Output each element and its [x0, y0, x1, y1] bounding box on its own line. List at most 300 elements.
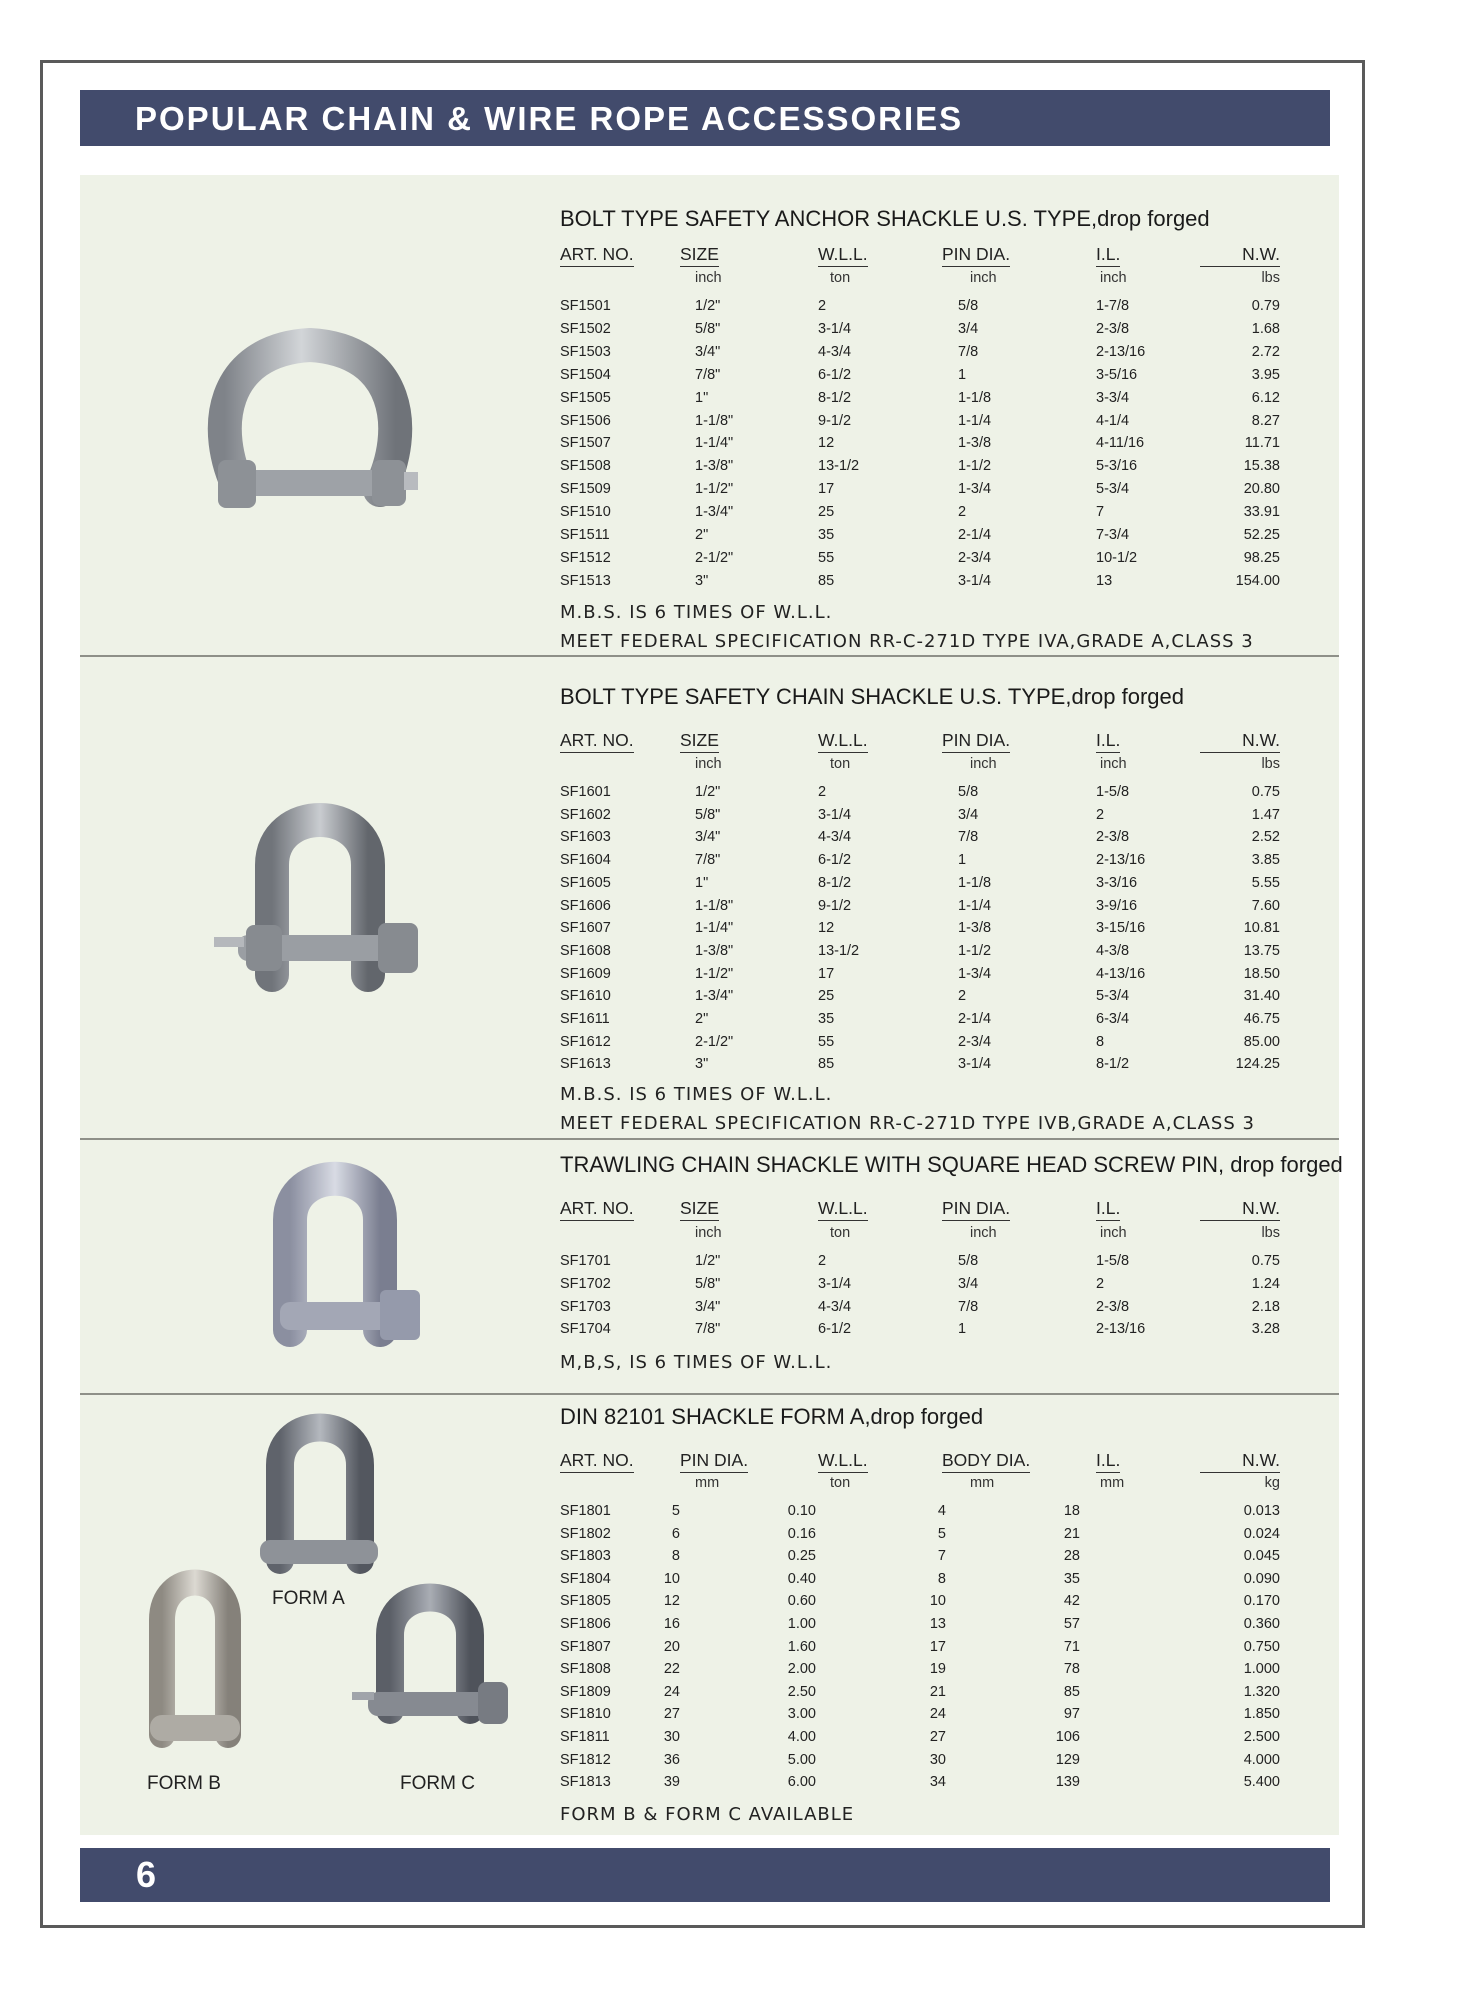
table-cell: 28	[1063, 1548, 1080, 1565]
table-cell: 12	[663, 1593, 680, 1610]
table-cell: 1.000	[1243, 1661, 1280, 1678]
table-cell: 12	[818, 435, 835, 452]
unit-label: inch	[695, 270, 722, 286]
table-cell: 1-1/8	[958, 389, 992, 406]
unit-label: ton	[830, 1225, 851, 1241]
table-cell: 3"	[695, 1056, 709, 1073]
table-cell: 5-3/4	[1096, 988, 1130, 1005]
table-cell: 1-1/8	[958, 874, 992, 891]
section-title: TRAWLING CHAIN SHACKLE WITH SQUARE HEAD SCREW PIN, drop forged	[560, 1152, 1343, 1177]
section-divider-2	[80, 1138, 1339, 1140]
unit-label: kg	[1264, 1475, 1280, 1491]
table-cell: 3-3/16	[1096, 874, 1138, 891]
unit-label: lbs	[1261, 270, 1280, 286]
table-cell: 7/8	[958, 829, 979, 846]
column-header: I.L.	[1096, 244, 1120, 267]
table-cell: SF1508	[560, 458, 611, 475]
table-cell: 0.024	[1243, 1525, 1280, 1542]
table-cell: 21	[1063, 1525, 1080, 1542]
table-cell: 85.00	[1243, 1033, 1280, 1050]
column-header: SIZE	[680, 244, 719, 267]
table-cell: 1-5/8	[1096, 1253, 1130, 1269]
table-cell: 25	[818, 504, 835, 521]
table-cell: 4-3/4	[818, 1298, 852, 1315]
table-cell: 9-1/2	[818, 412, 852, 429]
table-cell: 0.170	[1243, 1593, 1280, 1610]
table-cell: SF1703	[560, 1298, 611, 1315]
column-header: N.W.	[1200, 1450, 1280, 1473]
table-cell: 22	[663, 1661, 680, 1678]
column-header: PIN DIA.	[680, 1450, 748, 1473]
table-cell: 19	[929, 1661, 946, 1678]
table-cell: 0.10	[787, 1503, 816, 1519]
table-cell: SF1803	[560, 1548, 611, 1565]
unit-label: inch	[1100, 270, 1127, 286]
unit-label: inch	[970, 270, 997, 286]
table-cell: 7/8"	[695, 1321, 721, 1338]
table-cell: 30	[929, 1751, 946, 1768]
table-cell: SF1512	[560, 549, 611, 566]
table-cell: 1/2"	[695, 1253, 721, 1269]
table-cell: 24	[929, 1706, 946, 1723]
table-cell: 0.090	[1243, 1570, 1280, 1587]
table-cell: 6-1/2	[818, 366, 852, 383]
table-cell: 35	[818, 1011, 835, 1027]
table-cell: 5.55	[1251, 874, 1280, 891]
table-cell: 10-1/2	[1096, 549, 1138, 566]
table-cell: 2-1/4	[958, 527, 992, 543]
table-cell: 3/4"	[695, 829, 721, 846]
table-cell: 85	[818, 572, 835, 589]
column-header: I.L.	[1096, 1198, 1120, 1221]
column-header: SIZE	[680, 730, 719, 753]
table-cell: SF1604	[560, 852, 611, 869]
table-cell: 13-1/2	[818, 458, 860, 475]
table-cell: 2-1/4	[958, 1011, 992, 1027]
table-cell: 10	[929, 1593, 946, 1610]
table-cell: SF1510	[560, 504, 611, 521]
table-cell: SF1609	[560, 965, 611, 982]
table-cell: 2.72	[1251, 343, 1280, 360]
table-cell: 1-1/4"	[695, 920, 734, 937]
table-cell: 2-13/16	[1096, 1321, 1146, 1338]
unit-label: inch	[1100, 756, 1127, 772]
table-cell: 6-3/4	[1096, 1011, 1130, 1027]
table-cell: 6-1/2	[818, 1321, 852, 1338]
table-cell: 7/8	[958, 1298, 979, 1315]
table-cell: SF1811	[560, 1729, 610, 1745]
table-cell: 5-3/4	[1096, 481, 1130, 498]
table-cell: 2	[818, 1253, 827, 1269]
unit-label: inch	[695, 1225, 722, 1241]
table-cell: 3.85	[1251, 852, 1280, 869]
table-cell: 139	[1055, 1774, 1080, 1791]
table-cell: SF1611	[560, 1011, 610, 1027]
section-title: BOLT TYPE SAFETY CHAIN SHACKLE U.S. TYPE,drop forged	[560, 684, 1184, 709]
table-cell: 18	[1063, 1503, 1080, 1519]
table-cell: 8	[671, 1548, 680, 1565]
table-cell: 18.50	[1243, 965, 1280, 982]
table-cell: SF1502	[560, 320, 611, 337]
section-note: MEET FEDERAL SPECIFICATION RR-C-271D TYPE IVB,GRADE A,CLASS 3	[560, 1113, 1255, 1134]
column-header: W.L.L.	[818, 1450, 868, 1473]
section-note: MEET FEDERAL SPECIFICATION RR-C-271D TYPE IVA,GRADE A,CLASS 3	[560, 631, 1254, 652]
column-header: W.L.L.	[818, 1198, 868, 1221]
table-cell: 1	[958, 1321, 967, 1338]
table-cell: 5-3/16	[1096, 458, 1138, 475]
table-cell: 34	[929, 1774, 946, 1791]
table-cell: SF1810	[560, 1706, 611, 1723]
section-note: M,B,S, IS 6 TIMES OF W.L.L.	[560, 1352, 833, 1373]
table-cell: 0.360	[1243, 1616, 1280, 1632]
table-cell: 1.60	[787, 1638, 816, 1655]
table-cell: 3/4	[958, 806, 979, 823]
table-cell: 27	[929, 1729, 946, 1745]
table-cell: 6.00	[787, 1774, 816, 1791]
table-cell: 10	[663, 1570, 680, 1587]
table-cell: 1-3/4	[958, 481, 992, 498]
table-cell: 0.75	[1251, 1253, 1280, 1269]
anchor-shackle-image	[200, 320, 420, 540]
table-cell: 21	[929, 1683, 946, 1700]
form-c-label: FORM C	[400, 1773, 475, 1794]
table-cell: 35	[818, 527, 835, 543]
table-cell: 5	[671, 1503, 680, 1519]
table-cell: SF1602	[560, 806, 611, 823]
unit-label: mm	[1100, 1475, 1125, 1491]
table-cell: SF1601	[560, 784, 611, 800]
table-cell: 7/8	[958, 343, 979, 360]
table-cell: 1-3/4"	[695, 504, 734, 521]
table-cell: 33.91	[1243, 504, 1280, 521]
unit-label: mm	[970, 1475, 995, 1491]
table-cell: 2-3/8	[1096, 1298, 1130, 1315]
table-cell: 2	[1096, 1275, 1105, 1292]
column-header: PIN DIA.	[942, 1198, 1010, 1221]
table-cell: 1-1/4	[958, 412, 992, 429]
table-cell: SF1808	[560, 1661, 611, 1678]
table-cell: SF1812	[560, 1751, 611, 1768]
table-cell: 0.79	[1251, 298, 1280, 314]
table-cell: 71	[1063, 1638, 1080, 1655]
table-cell: SF1606	[560, 897, 611, 914]
unit-label: lbs	[1261, 1225, 1280, 1241]
table-cell: 1-1/8"	[695, 897, 734, 914]
table-cell: 7/8"	[695, 366, 721, 383]
table-cell: 1.68	[1251, 320, 1280, 337]
table-cell: 1-1/4	[958, 897, 992, 914]
table-cell: 4-13/16	[1096, 965, 1146, 982]
table-cell: 39	[663, 1774, 680, 1791]
table-cell: 2-3/8	[1096, 829, 1130, 846]
table-cell: 13.75	[1243, 942, 1280, 959]
table-cell: SF1802	[560, 1525, 611, 1542]
table-cell: 7	[937, 1548, 946, 1565]
table-cell: 25	[818, 988, 835, 1005]
table-cell: 8	[1096, 1033, 1105, 1050]
table-cell: 3/4"	[695, 343, 721, 360]
form-a-label: FORM A	[272, 1588, 345, 1609]
table-cell: 78	[1063, 1661, 1080, 1678]
table-cell: 4-3/4	[818, 343, 852, 360]
table-cell: 9-1/2	[818, 897, 852, 914]
table-cell: 31.40	[1243, 988, 1280, 1005]
table-cell: SF1807	[560, 1638, 611, 1655]
table-cell: SF1511	[560, 527, 610, 543]
unit-label: ton	[830, 756, 851, 772]
table-cell: 1-1/2"	[695, 481, 734, 498]
table-cell: 2-13/16	[1096, 852, 1146, 869]
table-cell: 7-3/4	[1096, 527, 1130, 543]
column-header: I.L.	[1096, 1450, 1120, 1473]
table-cell: 1-5/8	[1096, 784, 1130, 800]
table-cell: SF1804	[560, 1570, 611, 1587]
column-header: W.L.L.	[818, 244, 868, 267]
table-cell: 4-1/4	[1096, 412, 1130, 429]
section-note: FORM B & FORM C AVAILABLE	[560, 1804, 855, 1825]
table-cell: 8-1/2	[1096, 1056, 1130, 1073]
table-cell: 2	[818, 784, 827, 800]
table-cell: 20.80	[1243, 481, 1280, 498]
section-title: DIN 82101 SHACKLE FORM A,drop forged	[560, 1404, 984, 1429]
table-cell: SF1613	[560, 1056, 611, 1073]
table-cell: 46.75	[1243, 1011, 1280, 1027]
table-cell: 1.320	[1243, 1683, 1280, 1700]
table-cell: 5.400	[1243, 1774, 1280, 1791]
section-title: BOLT TYPE SAFETY ANCHOR SHACKLE U.S. TYPE,drop forged	[560, 206, 1210, 231]
unit-label: ton	[830, 1475, 851, 1491]
table-cell: 4.000	[1243, 1751, 1280, 1768]
table-cell: 1-3/8	[958, 435, 992, 452]
table-cell: 2	[958, 504, 967, 521]
table-cell: 0.40	[787, 1570, 816, 1587]
table-cell: 129	[1055, 1751, 1080, 1768]
chain-shackle-image	[210, 795, 430, 1015]
unit-label: inch	[970, 756, 997, 772]
table-cell: 11.71	[1244, 435, 1280, 452]
table-cell: 3/4"	[695, 1298, 721, 1315]
table-cell: 2-13/16	[1096, 343, 1146, 360]
table-cell: 42	[1063, 1593, 1080, 1610]
table-cell: 1.24	[1251, 1275, 1280, 1292]
table-cell: SF1813	[560, 1774, 611, 1791]
header-band	[80, 90, 1330, 146]
table-cell: 15.38	[1243, 458, 1280, 475]
column-header: BODY DIA.	[942, 1450, 1030, 1473]
table-cell: SF1503	[560, 343, 611, 360]
table-cell: 1/2"	[695, 784, 721, 800]
column-header: N.W.	[1200, 1198, 1280, 1221]
column-header: ART. NO.	[560, 244, 634, 267]
table-cell: 8-1/2	[818, 389, 852, 406]
table-cell: 2.50	[787, 1683, 816, 1700]
table-cell: SF1501	[560, 298, 611, 314]
table-cell: 0.16	[787, 1525, 816, 1542]
table-cell: SF1702	[560, 1275, 611, 1292]
column-header: I.L.	[1096, 730, 1120, 753]
table-cell: 30	[663, 1729, 680, 1745]
table-cell: SF1805	[560, 1593, 611, 1610]
table-cell: 1.850	[1243, 1706, 1280, 1723]
table-cell: 17	[929, 1638, 946, 1655]
table-cell: 5/8	[958, 1253, 979, 1269]
table-cell: SF1610	[560, 988, 611, 1005]
table-cell: 3/4	[958, 320, 979, 337]
table-cell: 16	[663, 1616, 680, 1632]
table-cell: 2.52	[1251, 829, 1280, 846]
table-cell: SF1607	[560, 920, 611, 937]
table-cell: 5.00	[787, 1751, 816, 1768]
column-header: SIZE	[680, 1198, 719, 1221]
table-cell: 27	[663, 1706, 680, 1723]
table-cell: 1	[958, 366, 967, 383]
din-form-a-image	[255, 1410, 385, 1600]
table-cell: 2.500	[1243, 1729, 1280, 1745]
table-cell: 3-1/4	[958, 1056, 992, 1073]
table-cell: 0.75	[1251, 784, 1280, 800]
table-cell: 2	[1096, 806, 1105, 823]
table-cell: 2-3/4	[958, 549, 992, 566]
table-cell: 2	[818, 298, 827, 314]
table-cell: 4-3/8	[1096, 942, 1130, 959]
table-cell: 4	[937, 1503, 946, 1519]
table-cell: 3-1/4	[818, 320, 852, 337]
table-cell: 17	[818, 965, 835, 982]
table-cell: 154.00	[1235, 572, 1280, 589]
table-cell: 5/8	[958, 298, 979, 314]
table-cell: 3-9/16	[1096, 897, 1138, 914]
table-cell: 1-3/8"	[695, 942, 734, 959]
section-note: M.B.S. IS 6 TIMES OF W.L.L.	[560, 1084, 833, 1105]
unit-label: inch	[1100, 1225, 1127, 1241]
table-cell: 3-1/4	[958, 572, 992, 589]
column-header: PIN DIA.	[942, 244, 1010, 267]
table-cell: SF1608	[560, 942, 611, 959]
table-cell: 3-1/4	[818, 806, 852, 823]
table-cell: 57	[1063, 1616, 1080, 1632]
table-cell: 3/4	[958, 1275, 979, 1292]
table-cell: 85	[818, 1056, 835, 1073]
table-cell: 2	[958, 988, 967, 1005]
table-cell: 2.00	[787, 1661, 816, 1678]
table-cell: 1-1/4"	[695, 435, 734, 452]
table-cell: 8.27	[1251, 412, 1280, 429]
unit-label: ton	[830, 270, 851, 286]
table-cell: SF1513	[560, 572, 611, 589]
table-cell: 1-3/4"	[695, 988, 734, 1005]
form-b-label: FORM B	[147, 1773, 221, 1794]
table-cell: 12	[818, 920, 835, 937]
table-cell: 85	[1063, 1683, 1080, 1700]
table-cell: 0.045	[1243, 1548, 1280, 1565]
table-cell: 3.95	[1251, 366, 1280, 383]
column-header: W.L.L.	[818, 730, 868, 753]
table-cell: 5/8	[958, 784, 979, 800]
table-cell: 1-3/4	[958, 965, 992, 982]
table-cell: 1-1/2"	[695, 965, 734, 982]
column-header: N.W.	[1200, 730, 1280, 753]
table-cell: 0.750	[1243, 1638, 1280, 1655]
table-cell: 124.25	[1235, 1056, 1280, 1073]
table-cell: 8	[937, 1570, 946, 1587]
table-cell: 5/8"	[695, 1275, 721, 1292]
table-cell: 4.00	[787, 1729, 816, 1745]
page-title: POPULAR CHAIN & WIRE ROPE ACCESSORIES	[135, 100, 964, 137]
table-cell: 98.25	[1243, 549, 1280, 566]
table-cell: 1.47	[1251, 806, 1280, 823]
table-cell: 52.25	[1243, 527, 1280, 543]
table-cell: 2.18	[1251, 1298, 1280, 1315]
table-cell: SF1704	[560, 1321, 611, 1338]
table-cell: 0.013	[1243, 1503, 1280, 1519]
table-cell: 2"	[695, 1011, 709, 1027]
din-form-c-image	[350, 1580, 520, 1750]
table-cell: 2-1/2"	[695, 1033, 734, 1050]
table-cell: 13-1/2	[818, 942, 860, 959]
table-cell: 7	[1096, 504, 1105, 521]
table-cell: 1-3/8	[958, 920, 992, 937]
table-cell: 55	[818, 549, 835, 566]
table-cell: 1/2"	[695, 298, 721, 314]
table-cell: 1-1/8"	[695, 412, 734, 429]
footer-band	[80, 1848, 1330, 1902]
table-cell: 2-3/8	[1096, 320, 1130, 337]
table-cell: 1-1/2	[958, 942, 992, 959]
section-divider-1	[80, 655, 1339, 657]
table-cell: 7.60	[1251, 897, 1280, 914]
table-cell: 3-5/16	[1096, 366, 1138, 383]
table-cell: 2"	[695, 527, 709, 543]
table-cell: 0.25	[787, 1548, 816, 1565]
column-header: PIN DIA.	[942, 730, 1010, 753]
unit-label: inch	[970, 1225, 997, 1241]
table-cell: 10.81	[1243, 920, 1280, 937]
table-cell: SF1605	[560, 874, 611, 891]
table-cell: SF1809	[560, 1683, 611, 1700]
table-cell: 1"	[695, 389, 709, 406]
trawling-shackle-image	[250, 1160, 430, 1360]
table-cell: SF1603	[560, 829, 611, 846]
table-cell: 0.60	[787, 1593, 816, 1610]
table-cell: 7/8"	[695, 852, 721, 869]
table-cell: 1-7/8	[1096, 298, 1130, 314]
din-form-b-image	[140, 1565, 250, 1765]
table-cell: 8-1/2	[818, 874, 852, 891]
table-cell: SF1806	[560, 1616, 611, 1632]
table-cell: 3-3/4	[1096, 389, 1130, 406]
table-cell: 6-1/2	[818, 852, 852, 869]
table-cell: SF1507	[560, 435, 611, 452]
table-cell: 1-3/8"	[695, 458, 734, 475]
table-cell: SF1612	[560, 1033, 611, 1050]
table-cell: 1.00	[787, 1616, 816, 1632]
table-cell: 4-11/16	[1096, 435, 1145, 452]
table-cell: 24	[663, 1683, 680, 1700]
table-cell: 3-1/4	[818, 1275, 852, 1292]
unit-label: lbs	[1261, 756, 1280, 772]
section-divider-3	[80, 1393, 1339, 1395]
column-header: ART. NO.	[560, 730, 634, 753]
table-cell: 5/8"	[695, 806, 721, 823]
table-cell: 1-1/2	[958, 458, 992, 475]
unit-label: mm	[695, 1475, 720, 1491]
table-cell: 13	[929, 1616, 946, 1632]
table-cell: 3-15/16	[1096, 920, 1146, 937]
table-cell: 13	[1096, 572, 1113, 589]
unit-label: inch	[695, 756, 722, 772]
table-cell: 2-3/4	[958, 1033, 992, 1050]
table-cell: SF1701	[560, 1253, 611, 1269]
